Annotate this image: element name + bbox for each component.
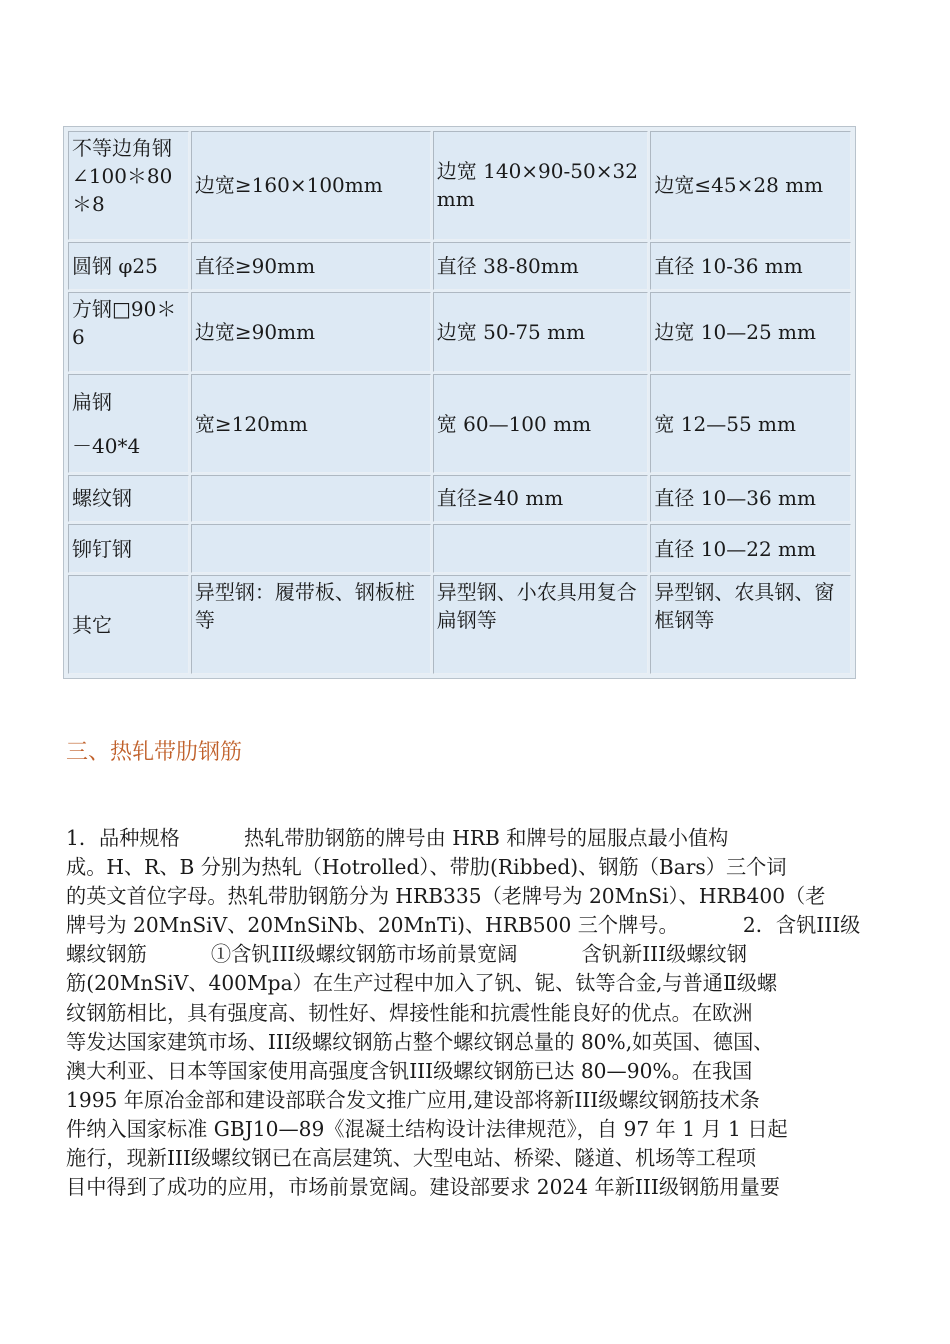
table-cell bbox=[191, 524, 431, 573]
flat-steel-label: 扁钢 bbox=[72, 389, 112, 414]
paragraph-line: 1．品种规格 热轧带肋钢筋的牌号由 HRB 和牌号的屈服点最小值构 bbox=[66, 826, 729, 850]
table-cell: 其它 bbox=[68, 575, 189, 674]
table-cell: 边宽 140×90-50×32 mm bbox=[433, 131, 649, 240]
table-cell: 直径≥40 mm bbox=[433, 475, 649, 522]
table-row bbox=[68, 524, 851, 573]
table-cell: 铆钉钢 bbox=[68, 524, 189, 573]
table-cell: 宽 12—55 mm bbox=[650, 374, 851, 473]
section-title: 三、热轧带肋钢筋 bbox=[66, 740, 243, 765]
table-cell: 边宽≥90mm bbox=[191, 292, 431, 372]
body-paragraph bbox=[66, 824, 890, 1202]
table-cell bbox=[68, 374, 189, 473]
table-cell: 螺纹钢 bbox=[68, 475, 189, 522]
table-cell: 方钢□90＊6 bbox=[68, 292, 189, 372]
table-cell: 直径 10-36 mm bbox=[650, 242, 851, 290]
table-cell: 异型钢：履带板、钢板桩等 bbox=[191, 575, 431, 674]
steel-spec-table-frame bbox=[63, 126, 856, 679]
table-cell: 直径≥90mm bbox=[191, 242, 431, 290]
table-cell: 边宽≥160×100mm bbox=[191, 131, 431, 240]
table-cell bbox=[191, 475, 431, 522]
table-row bbox=[68, 242, 851, 290]
paragraph-line: 纹钢筋相比，具有强度高、韧性好、焊接性能和抗震性能良好的优点。在欧洲 bbox=[66, 1000, 753, 1025]
table-cell: 宽≥120mm bbox=[191, 374, 431, 473]
table-row bbox=[68, 374, 851, 473]
steel-spec-table bbox=[66, 129, 853, 676]
paragraph-line: 筋(20MnSiV、400Mpa）在生产过程中加入了钒、铌、钛等合金,与普通Ⅱ级螺 bbox=[66, 971, 778, 996]
table-cell: 圆钢 φ25 bbox=[68, 242, 189, 290]
paragraph-line: 1995 年原冶金部和建设部联合发文推广应用,建设部将新III级螺纹钢筋技术条 bbox=[66, 1087, 760, 1112]
table-cell: 边宽≤45×28 mm bbox=[650, 131, 851, 240]
table-cell: 边宽 10—25 mm bbox=[650, 292, 851, 372]
table-row bbox=[68, 292, 851, 372]
table-cell: 异型钢、小农具用复合扁钢等 bbox=[433, 575, 649, 674]
table-cell: 宽 60—100 mm bbox=[433, 374, 649, 473]
table-cell: 异型钢、农具钢、窗框钢等 bbox=[650, 575, 851, 674]
paragraph-line: 澳大利亚、日本等国家使用高强度含钒III级螺纹钢筋已达 80—90%。在我国 bbox=[66, 1058, 753, 1083]
paragraph-line: 牌号为 20MnSiV、20MnSiNb、20MnTi)、HRB500 三个牌号。 2．含钒III级 bbox=[66, 913, 861, 938]
table-cell: 不等边角钢∠100＊80＊8 bbox=[68, 131, 189, 240]
table-cell: 直径 10—22 mm bbox=[650, 524, 851, 573]
paragraph-line: 成。H、R、B 分别为热轧（Hotrolled）、带肋(Ribbed)、钢筋（Bars）三个词 bbox=[66, 855, 787, 880]
paragraph-line: 的英文首位字母。热轧带肋钢筋分为 HRB335（老牌号为 20MnSi）、HRB400（老 bbox=[66, 884, 826, 909]
flat-steel-spec: －40*4 bbox=[72, 433, 141, 458]
table-row bbox=[68, 131, 851, 240]
paragraph-line: 件纳入国家标准 GBJ10—89《混凝土结构设计法律规范》，自 97 年 1 月 1 日起 bbox=[66, 1116, 788, 1141]
paragraph-line: 施行，现新III级螺纹钢已在高层建筑、大型电站、桥梁、隧道、机场等工程项 bbox=[66, 1146, 757, 1171]
table-cell: 直径 10—36 mm bbox=[650, 475, 851, 522]
table-cell bbox=[433, 524, 649, 573]
table-cell: 直径 38-80mm bbox=[433, 242, 649, 290]
table-row bbox=[68, 475, 851, 522]
table-cell: 边宽 50-75 mm bbox=[433, 292, 649, 372]
paragraph-line: 等发达国家建筑市场、III级螺纹钢筋占整个螺纹钢总量的 80%,如英国、德国、 bbox=[66, 1029, 774, 1054]
table-row bbox=[68, 575, 851, 674]
paragraph-line: 螺纹钢筋 ①含钒III级螺纹钢筋市场前景宽阔 含钒新III级螺纹钢 bbox=[66, 942, 747, 967]
paragraph-line: 目中得到了成功的应用，市场前景宽阔。建设部要求 2024 年新III级钢筋用量要 bbox=[66, 1175, 780, 1200]
